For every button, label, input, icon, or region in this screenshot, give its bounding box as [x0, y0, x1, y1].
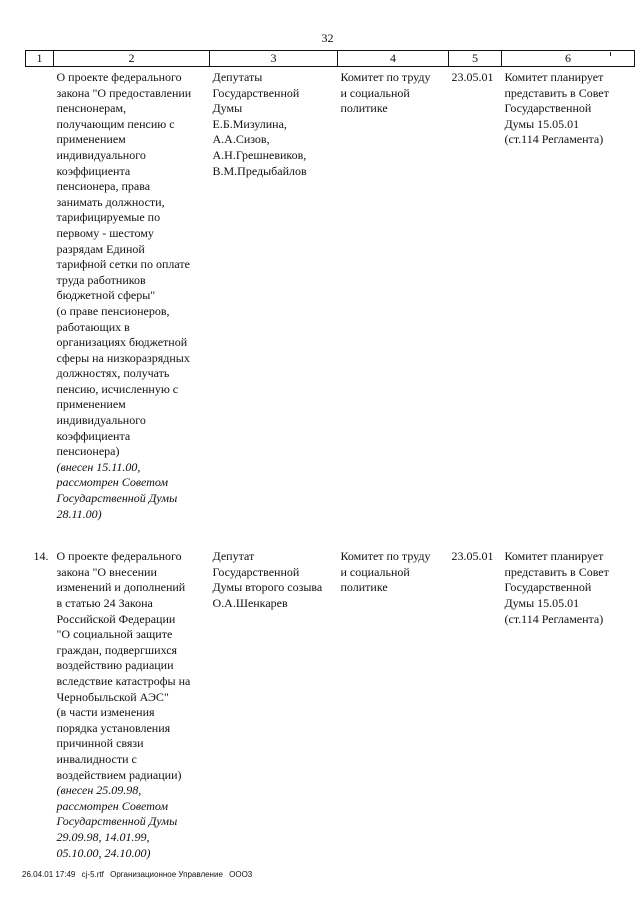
bill-note-line: (внесен 15.11.00, [56, 459, 141, 474]
bill-note-line: рассмотрен Советом [56, 798, 169, 813]
committee-line: и социальной [340, 85, 410, 100]
bill-authors-line: А.Н.Грешневиков, [212, 147, 307, 162]
committee-line: Комитет по труду [340, 549, 431, 564]
committee [338, 67, 449, 547]
bill-title-line: О проекте федерального [56, 70, 182, 84]
bill-title-line: "О социальной защите [56, 627, 173, 642]
bill-note-line: рассмотрен Советом [56, 475, 169, 490]
bill-note-line: (внесен 25.09.98, [56, 783, 142, 798]
column-header-3: 3 [210, 51, 338, 67]
bill-title-line: работающих в [56, 319, 130, 334]
bill-title-line: организациях бюджетной [56, 335, 188, 350]
bill-authors-line: Депутаты [212, 70, 263, 84]
bill-title-line: Чернобыльской АЭС" [56, 689, 169, 704]
bill-title-line: пенсию, исчисленную с [56, 381, 179, 396]
column-header-1: 1 [26, 51, 54, 67]
bill-authors-line: Е.Б.Мизулина, [212, 116, 287, 131]
plan [502, 67, 635, 547]
bill-title-line: О проекте федерального [56, 549, 182, 564]
bill-title-line: коэффициента [56, 428, 131, 443]
plan-line: (ст.114 Регламента) [504, 132, 604, 147]
bill-title-line: в статью 24 Закона [56, 596, 153, 610]
plan [502, 546, 635, 885]
page-number: 32 [321, 31, 334, 45]
bill-title-line: применением [56, 397, 126, 412]
committee-line: политике [340, 101, 388, 116]
plan-line: Комитет планирует [504, 549, 604, 564]
bill-authors [210, 67, 338, 547]
bill-note-line: Государственной Думы [56, 814, 178, 829]
bill-title-line: применением [56, 132, 126, 147]
bill-title-line: (в части изменения [56, 705, 155, 720]
date: 23.05.01 [451, 549, 494, 564]
bill-title-line: закона "О внесении [56, 564, 157, 579]
table-row [26, 67, 635, 547]
bill-title-line: инвалидности с [56, 751, 137, 766]
bill-title-line: тарифной сетки по оплате [56, 257, 190, 272]
bill-note-line: 29.09.98, 14.01.99, [56, 829, 150, 844]
bill-title [54, 546, 210, 885]
committee-line: и социальной [340, 564, 410, 579]
bill-title-line: граждан, подвергшихся [56, 642, 178, 657]
bill-title-line: Российской Федерации [56, 611, 176, 626]
plan-line: представить в Совет [504, 564, 609, 579]
bill-title-line: индивидуального [56, 413, 146, 428]
plan-line: представить в Совет [504, 85, 609, 100]
bill-title-line: пенсионера) [56, 444, 120, 459]
bill-title-line: воздействию радиации [56, 658, 174, 673]
bill-title-line: первому - шестому [56, 225, 154, 240]
column-header-4: 4 [338, 51, 449, 67]
bill-title-line: порядка установления [56, 720, 171, 735]
plan-line: Государственной [504, 101, 592, 116]
footer [22, 870, 256, 879]
bill-authors-line: А.А.Сизов, [212, 132, 270, 147]
bill-title-line: должностях, получать [56, 366, 170, 381]
bill-title-line: вследствие катастрофы на [56, 673, 191, 688]
bill-note-line: 28.11.00) [56, 506, 102, 521]
bill-title-line: занимать должности, [56, 194, 165, 209]
footer-code: ООО3 [229, 870, 253, 879]
column-header-5: 5 [449, 51, 502, 67]
bill-title-line: труда работников [56, 272, 146, 287]
column-header-2: 2 [54, 51, 210, 67]
header-row [26, 51, 635, 67]
bill-title-line: индивидуального [56, 147, 146, 162]
bill-authors-line: В.М.Предыбайлов [212, 163, 307, 178]
bill-authors-line: О.А.Шенкарев [212, 596, 288, 610]
row-number: 14. [33, 549, 49, 564]
bill-title-line: закона "О предоставлении [56, 85, 192, 100]
bill-authors-line: Депутат [212, 549, 255, 564]
plan-line: Государственной [504, 580, 592, 595]
plan-line: (ст.114 Регламента) [504, 611, 604, 626]
plan-line: Комитет планирует [504, 70, 604, 84]
bill-authors-line: Государственной [212, 85, 300, 100]
footer-org: Организационное Управление [110, 870, 223, 879]
bill-title-line: бюджетной сферы" [56, 288, 156, 303]
committee-line: Комитет по труду [340, 70, 431, 84]
bill-title-line: тарифицируемые по [56, 210, 161, 225]
bill-title-line: изменений и дополнений [56, 580, 186, 595]
bill-authors-line: Государственной [212, 564, 300, 579]
date: 23.05.01 [451, 70, 494, 84]
bill-title-line: воздействием радиации) [56, 767, 182, 782]
committee-line: политике [340, 580, 388, 595]
table-row [26, 546, 635, 885]
bill-title-line: получающим пенсию с [56, 116, 175, 131]
plan-line: Думы 15.05.01 [504, 596, 580, 610]
bill-title-line: сферы на низкоразрядных [56, 350, 190, 365]
bill-note-line: 05.10.00, 24.10.00) [56, 845, 151, 860]
footer-file: cj-5.rtf [81, 870, 104, 879]
bill-title [54, 67, 210, 547]
bills-table [25, 50, 635, 885]
plan-line: Думы 15.05.01 [504, 116, 580, 131]
column-header-6: 6 [502, 51, 635, 67]
bill-note-line: Государственной Думы [56, 491, 178, 506]
footer-datetime: 26.04.01 17:49 [22, 870, 76, 879]
bill-title-line: разрядам Единой [56, 241, 145, 256]
row-number [26, 67, 54, 547]
bill-title-line: коэффициента [56, 163, 131, 178]
bill-title-line: пенсионера, права [56, 179, 151, 194]
bill-title-line: причинной связи [56, 736, 144, 751]
bill-title-line: (о праве пенсионеров, [56, 303, 170, 318]
bill-authors-line: Думы [212, 101, 243, 116]
bill-authors [210, 546, 338, 885]
bill-title-line: пенсионерам, [56, 101, 127, 116]
bill-authors-line: Думы второго созыва [212, 580, 323, 595]
committee [338, 546, 449, 885]
